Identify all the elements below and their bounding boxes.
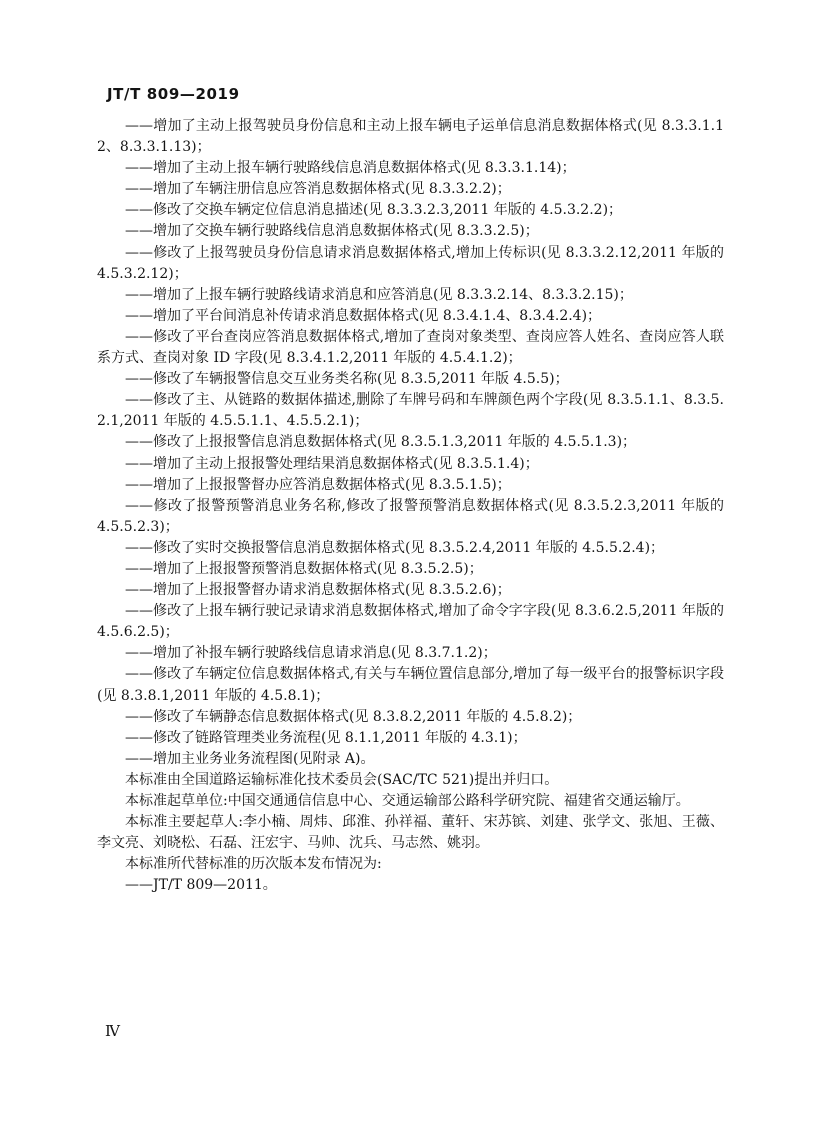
- change-item: ——修改了车辆报警信息交互业务类名称(见 8.3.5,2011 年版 4.5.5)；: [125, 371, 569, 388]
- change-item: ——增加了车辆注册信息应答消息数据体格式(见 8.3.3.2.2)；: [125, 181, 511, 198]
- change-item: ——修改了上报驾驶员身份信息请求消息数据体格式,增加上传标识(见 8.3.3.2.12,2011 年版的 4.5.3.2.12)；: [97, 244, 724, 282]
- change-item: ——增加了主动上报车辆行驶路线信息消息数据体格式(见 8.3.3.1.14)；: [125, 160, 576, 177]
- change-item: ——修改了车辆定位信息数据体格式,有关与车辆位置信息部分,增加了每一级平台的报警标识字段(见 8.3.8.1,2011 年版的 4.5.8.1)；: [97, 666, 724, 704]
- change-item: ——增加了平台间消息补传请求消息数据体格式(见 8.3.4.1.4、8.3.4.2.4)；: [125, 307, 602, 324]
- change-item: ——增加了交换车辆行驶路线信息消息数据体格式(见 8.3.3.2.5)；: [125, 223, 539, 240]
- change-item: ——修改了交换车辆定位信息消息描述(见 8.3.3.2.3,2011 年版的 4.5.3.2.2)；: [125, 202, 623, 219]
- standard-number-header: JT/T 809—2019: [107, 85, 240, 103]
- change-item: ——修改了链路管理类业务流程(见 8.1.1,2011 年版的 4.3.1)；: [125, 729, 527, 746]
- change-item: ——增加了上报报警督办应答消息数据体格式(见 8.3.5.1.5)；: [125, 476, 511, 493]
- change-item: ——修改了实时交换报警信息消息数据体格式(见 8.3.5.2.4,2011 年版的 4.5.5.2.4)；: [125, 539, 665, 556]
- change-item: ——增加了主动上报报警处理结果消息数据体格式(见 8.3.5.1.4)；: [125, 455, 539, 472]
- closing-paragraph: 本标准起草单位:中国交通通信信息中心、交通运输部公路科学研究院、福建省交通运输厅。: [125, 793, 690, 809]
- change-item: ——增加了主动上报驾驶员身份信息和主动上报车辆电子运单信息消息数据体格式(见 8.3.3.1.12、8.3.3.1.13)；: [97, 118, 724, 156]
- change-item: ——增加了上报车辆行驶路线请求消息和应答消息(见 8.3.3.2.14、8.3.3.2.15)；: [125, 286, 633, 303]
- closing-paragraph: 本标准所代替标准的历次版本发布情况为:: [125, 856, 382, 873]
- change-item: ——修改了平台查岗应答消息数据体格式,增加了查岗对象类型、查岗应答人姓名、查岗应答人联系方式、查岗对象 ID 字段(见 8.3.4.1.2,2011 年版的 4.5.4.1.2)；: [97, 328, 724, 367]
- change-item: ——修改了主、从链路的数据体描述,删除了车牌号码和车牌颜色两个字段(见 8.3.5.1.1、8.3.5.2.1,2011 年版的 4.5.5.1.1、4.5.5.2.1)；: [97, 392, 724, 430]
- foreword-body: [97, 116, 724, 896]
- change-item: ——增加主业务业务流程图(见附录 A)。: [125, 750, 375, 767]
- change-item: ——增加了上报报警督办请求消息数据体格式(见 8.3.5.2.6)；: [125, 582, 511, 599]
- change-item: ——修改了报警预警消息业务名称,修改了报警预警消息数据体格式(见 8.3.5.2.3,2011 年版的 4.5.5.2.3)；: [97, 497, 724, 535]
- change-item: ——增加了补报车辆行驶路线信息请求消息(见 8.3.7.1.2)；: [125, 645, 497, 662]
- closing-paragraph: 本标准由全国道路运输标准化技术委员会(SAC/TC 521)提出并归口。: [125, 771, 559, 788]
- closing-paragraph: 本标准主要起草人:李小楠、周炜、邱淮、孙祥福、董轩、宋苏镔、刘建、张学文、张旭、王薇、李文亮、刘晓松、石磊、汪宏宇、马帅、沈兵、马志然、姚羽。: [97, 814, 724, 852]
- change-item: ——增加了上报报警预警消息数据体格式(见 8.3.5.2.5)；: [125, 560, 483, 577]
- change-item: ——修改了上报车辆行驶记录请求消息数据体格式,增加了命令字字段(见 8.3.6.2.5,2011 年版的 4.5.6.2.5)；: [97, 603, 724, 641]
- page-number: Ⅳ: [105, 1022, 120, 1040]
- closing-paragraph: ——JT/T 809—2011。: [125, 877, 277, 894]
- change-item: ——修改了上报报警信息消息数据体格式(见 8.3.5.1.3,2011 年版的 4.5.5.1.3)；: [125, 434, 637, 451]
- change-item: ——修改了车辆静态信息数据体格式(见 8.3.8.2,2011 年版的 4.5.8.2)；: [125, 708, 582, 725]
